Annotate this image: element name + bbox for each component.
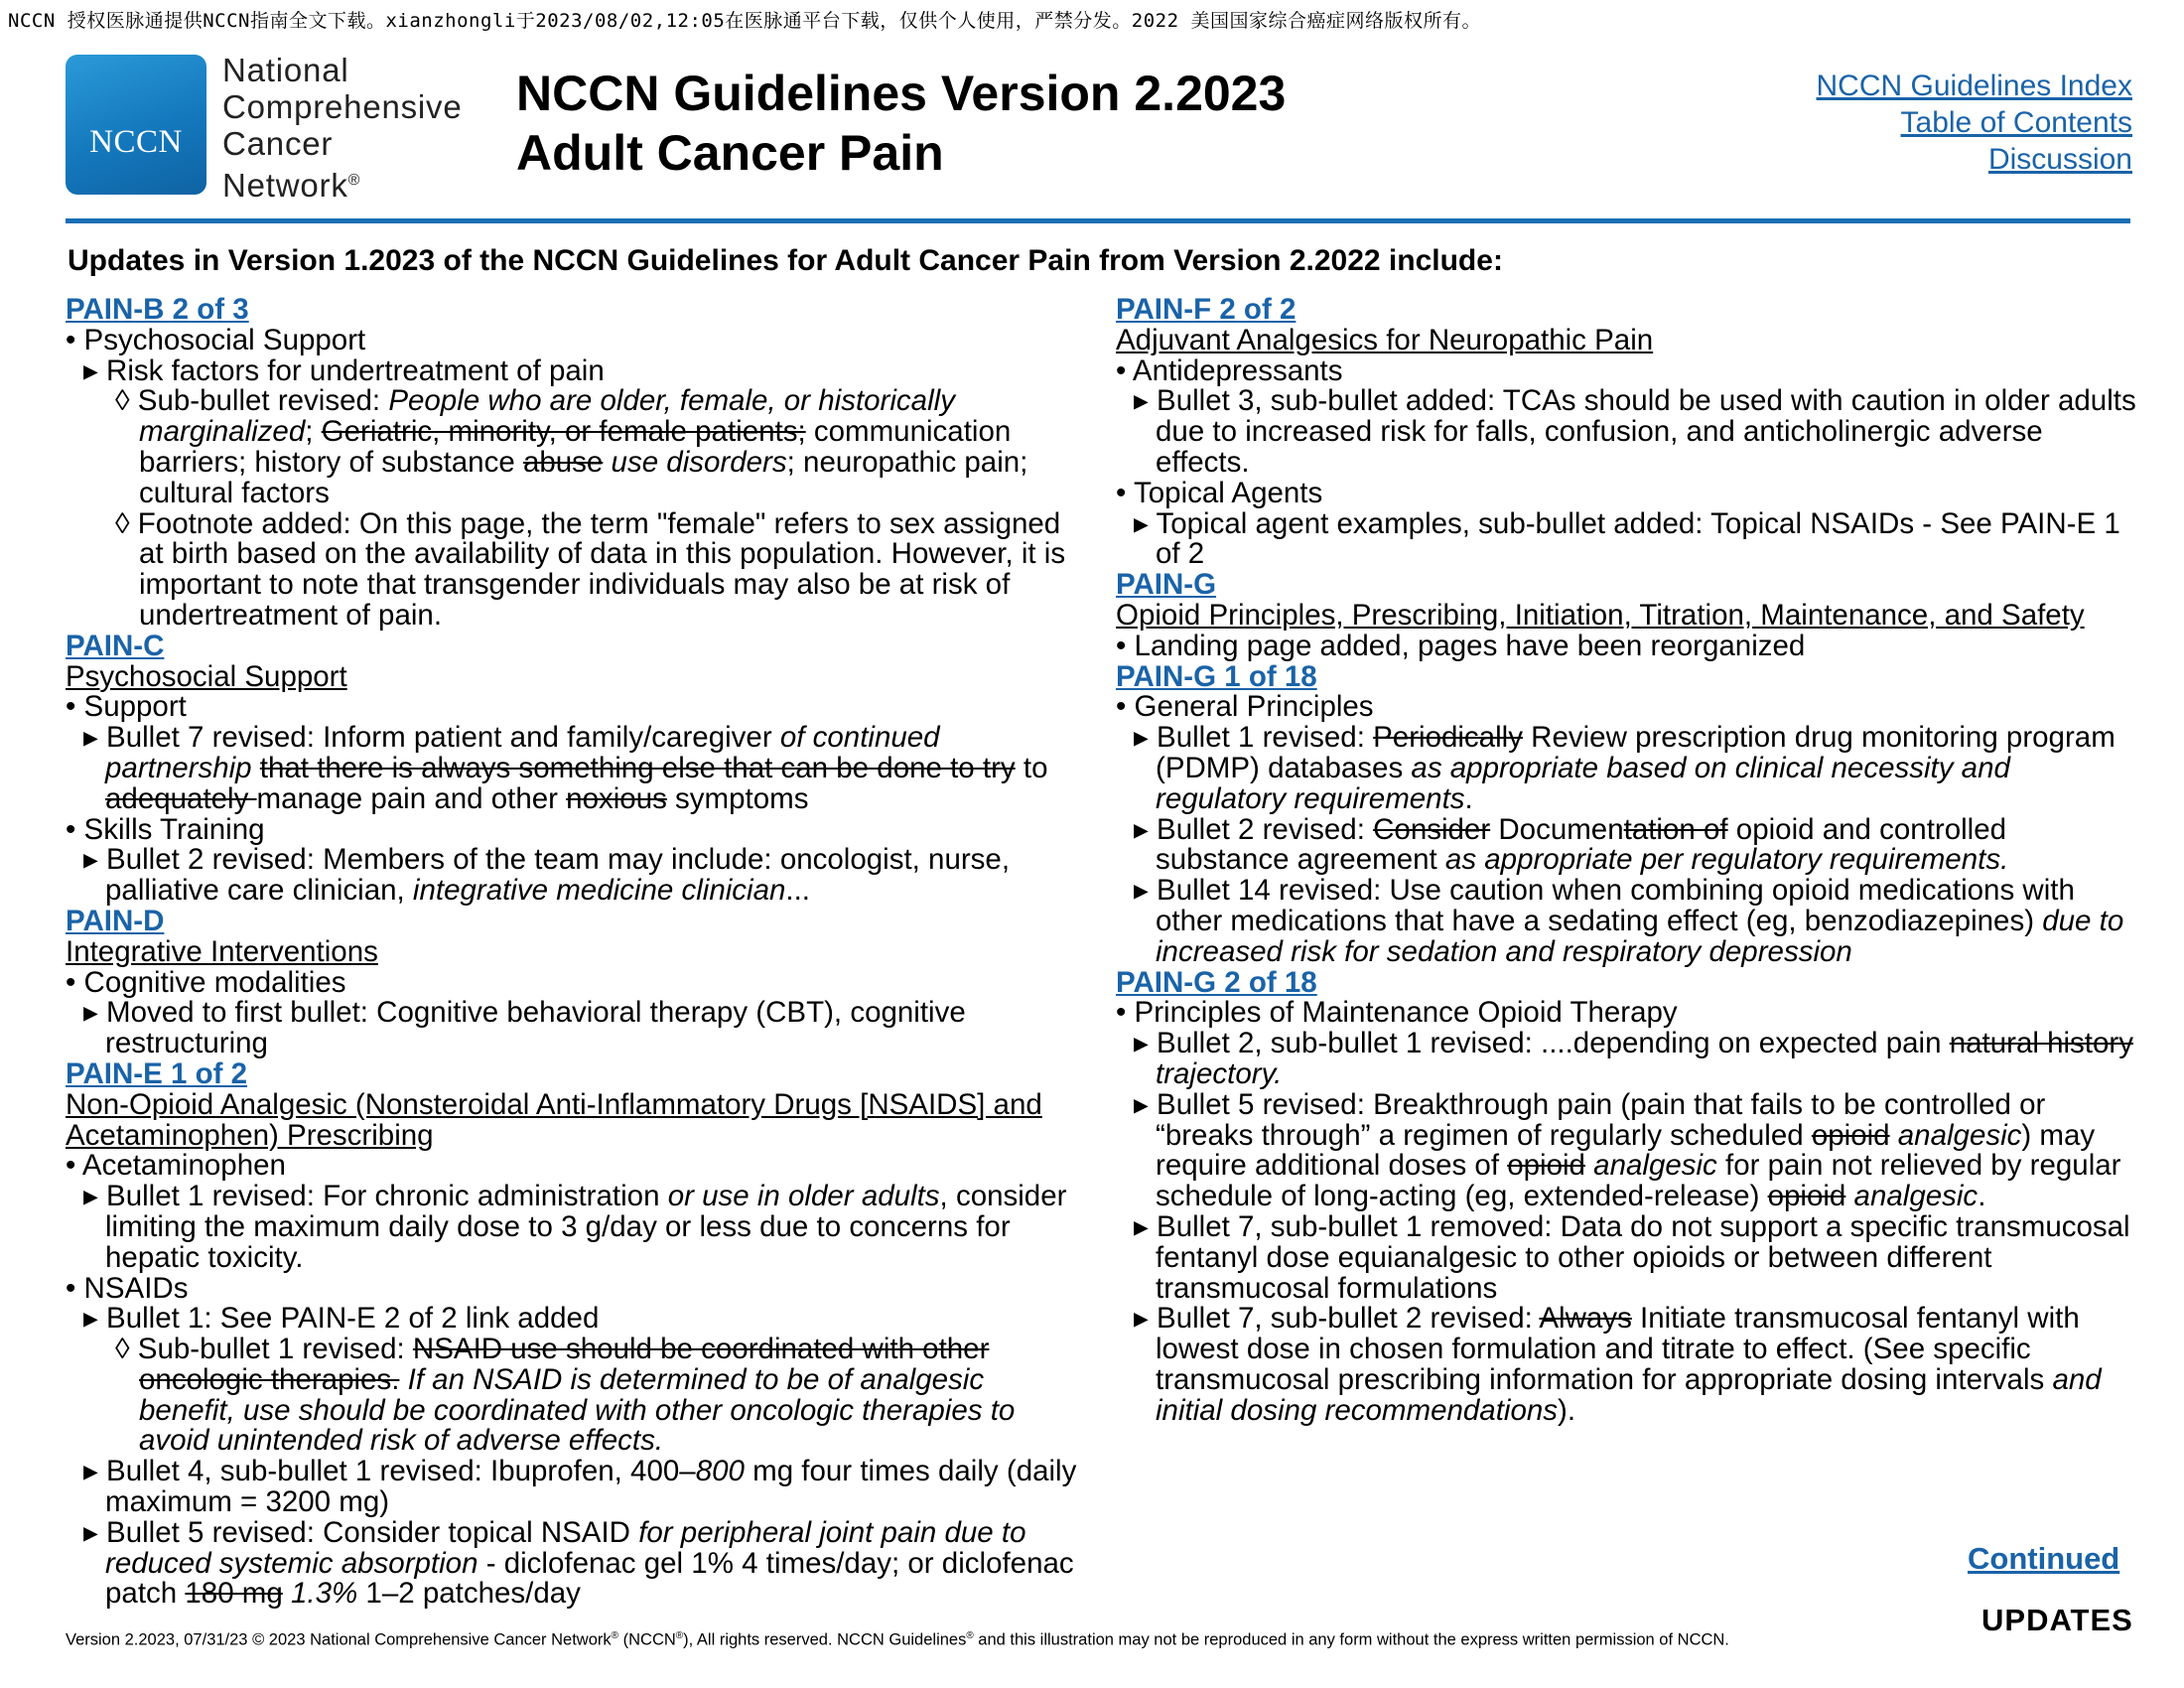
logo-reg-mark: ® (347, 172, 361, 189)
added-text: trajectory. (1156, 1056, 1283, 1090)
bullet-text: Psychosocial Support (83, 323, 366, 356)
added-text: analgesic (1845, 1180, 1979, 1213)
triangle-bullet-icon: ▸ (1134, 384, 1158, 418)
bullet-text: Sub-bullet 1 revised: (137, 1333, 413, 1366)
section-subtitle: Adjuvant Analgesics for Neuropathic Pain (1116, 323, 1654, 356)
bullet-text (252, 752, 260, 784)
bullet-text: Acetaminophen (81, 1149, 286, 1183)
added-text: analgesic (1889, 1118, 2022, 1152)
section-link-pain-d[interactable]: PAIN-D (66, 904, 165, 937)
added-text: due to increased risk for sedation and respiratory depression (1156, 904, 2124, 968)
triangle-bullet-icon: ▸ (83, 353, 107, 387)
bullet-text: mg four times daily (daily maximum = 3200 mg) (105, 1455, 1077, 1519)
deleted-text: opioid (1811, 1118, 1890, 1152)
title-line-1: NCCN Guidelines Version 2.2023 (516, 66, 1287, 121)
triangle-bullet-icon: ▸ (1134, 1302, 1158, 1336)
bullet-text: . (1464, 781, 1473, 815)
list-item (1116, 876, 2138, 967)
bullet-text: Bullet 14 revised: Use caution when combining opioid medications with other medications that have a sedating effect (eg, benzodiazepines) (1156, 874, 2075, 937)
bullet-text: Footnote added: On this page, the term "female" refers to sex assigned at birth based on the availability of data in this population. However, it is important to note that transgender individuals may also be at risk of undertreatment of pain. (137, 506, 1066, 632)
right-column (1116, 295, 2138, 1426)
bullet-text: Bullet 7 revised: Inform patient and family/caregiver (106, 721, 780, 755)
updates-heading: Updates in Version 1.2023 of the NCCN Guidelines for Adult Cancer Pain from Version 2.2022 include: (68, 244, 1503, 277)
triangle-bullet-icon: ▸ (83, 721, 107, 755)
section-link-pain-e[interactable]: PAIN-E 1 of 2 (66, 1056, 248, 1090)
list-item (1116, 1087, 2138, 1213)
bullet-text: Bullet 2 revised: (1157, 812, 1374, 846)
bullet-text: Bullet 2 revised: Members of the team may include: oncologist, nurse, palliative care clinician, (105, 843, 1011, 908)
bullet-text: Bullet 7, sub-bullet 1 removed: Data do not support a specific transmucosal fentanyl dose equianalgesic to other opioids or between different transmucosal formulations (1156, 1209, 2130, 1305)
footer-text: Version 2.2023, 07/31/23 © 2023 National Comprehensive Cancer Network (66, 1630, 612, 1649)
diamond-bullet-icon: ◊ (115, 384, 138, 418)
bullet-text: opioid and controlled substance agreement (1156, 812, 2007, 877)
deleted-text: opioid (1507, 1149, 1585, 1183)
section-link-pain-f[interactable]: PAIN-F 2 of 2 (1116, 293, 1297, 326)
added-text: 1.3% (282, 1577, 358, 1611)
bullet-text: , consider limiting the maximum daily dose to 3 g/day or less due to concerns for hepatic toxicity. (105, 1180, 1067, 1274)
list-item: • NSAIDs (66, 1271, 189, 1305)
logo-line-3: Cancer (222, 125, 334, 162)
added-text: of continued partnership (105, 721, 940, 784)
section-link-pain-g[interactable]: PAIN-G (1116, 568, 1217, 602)
added-text: analgesic (1584, 1149, 1717, 1183)
added-text: for peripheral joint pain due to reduced systemic absorption (105, 1515, 1026, 1580)
triangle-bullet-icon: ▸ (1134, 721, 1158, 755)
added-text: People who are older, female, or historically marginalized (139, 384, 955, 449)
bullet-text: Topical agent examples, sub-bullet added: Topical NSAIDs - See PAIN-E 1 of 2 (1156, 506, 2120, 571)
triangle-bullet-icon: ▸ (1134, 1087, 1158, 1121)
guidelines-index-link[interactable]: NCCN Guidelines Index (1816, 70, 2132, 102)
list-item (66, 506, 1078, 632)
list-item (66, 353, 1078, 387)
deleted-text: natural history (1949, 1027, 2133, 1060)
list-item: • Antidepressants (1116, 353, 1343, 387)
list-item: • Skills Training (66, 812, 265, 846)
bullet-text: Bullet 7, sub-bullet 2 revised: (1157, 1302, 1540, 1336)
copyright-footer (66, 1630, 1729, 1650)
bullet-text: Bullet 4, sub-bullet 1 revised: Ibuprofen, 400– (106, 1455, 696, 1488)
bullet-text: ; neuropathic pain; cultural factors (139, 445, 1028, 509)
bullet-text: Landing page added, pages have been reorganized (1134, 629, 1806, 662)
added-text: or use in older adults (667, 1180, 940, 1213)
deleted-text: NSAID use should be coordinated with other oncologic therapies. (139, 1333, 990, 1396)
deleted-text: Periodically (1373, 721, 1523, 755)
logo-line-4: Network (222, 167, 348, 204)
list-item (1116, 1209, 2138, 1305)
bullet-text: ) may require additional doses of (1156, 1118, 2096, 1183)
bullet-text: Review prescription drug monitoring program (PDMP) databases (1156, 721, 2116, 784)
list-item: • Topical Agents (1116, 476, 1323, 509)
deleted-text: that there is always something else that can be done to try (259, 751, 1016, 784)
list-item (66, 1457, 1078, 1518)
discussion-link[interactable]: Discussion (1987, 143, 2132, 176)
bullet-text: NSAIDs (83, 1271, 189, 1305)
section-subtitle: Psychosocial Support (66, 659, 347, 693)
bullet-text: manage pain and other (256, 781, 567, 815)
section-link-pain-g-1[interactable]: PAIN-G 1 of 18 (1116, 659, 1317, 693)
deleted-text: Always (1539, 1302, 1632, 1336)
deleted-text: 180 mg (185, 1577, 283, 1611)
list-item (66, 1335, 1078, 1457)
continued-link[interactable]: Continued (1968, 1541, 2120, 1576)
added-text: as appropriate based on clinical necessity and regulatory requirements (1156, 751, 2010, 815)
list-item (66, 998, 1078, 1059)
bullet-text: ). (1558, 1393, 1576, 1427)
deleted-text: Consider (1373, 812, 1491, 846)
bullet-text: communication barriers; history of substance (139, 415, 1012, 479)
deleted-text: abuse (522, 445, 604, 479)
section-link-pain-c[interactable]: PAIN-C (66, 629, 165, 662)
footer-text: and this illustration may not be reproduced in any form without the express written permission of NCCN. (973, 1630, 1729, 1649)
added-text: 800 (695, 1455, 745, 1488)
title-line-2: Adult Cancer Pain (516, 125, 944, 181)
footer-reg-mark: ® (675, 1630, 684, 1641)
triangle-bullet-icon: ▸ (1134, 812, 1158, 846)
page-title (516, 64, 1286, 183)
list-item (66, 1182, 1078, 1273)
list-item: • Principles of Maintenance Opioid Therapy (1116, 996, 1678, 1030)
list-item: • Psychosocial Support (66, 323, 366, 356)
bullet-text: Sub-bullet revised: (137, 384, 389, 418)
bullet-text: ... (785, 874, 810, 908)
bullet-text: General Principles (1134, 690, 1374, 724)
added-text: as appropriate per regulatory requirements. (1444, 843, 2009, 877)
footer-text: ), All rights reserved. NCCN Guidelines (683, 1630, 967, 1649)
bullet-text: Bullet 1: See PAIN-E 2 of 2 link added (106, 1302, 600, 1336)
deleted-text: noxious (566, 781, 667, 815)
footer-text: (NCCN (618, 1630, 676, 1649)
list-item: • General Principles (1116, 690, 1374, 724)
bullet-text: Topical Agents (1134, 476, 1323, 509)
list-item (66, 1304, 1078, 1335)
logo-line-1: National (222, 52, 349, 88)
bullet-text: symptoms (666, 781, 809, 815)
bullet-text: Principles of Maintenance Opioid Therapy (1134, 996, 1678, 1030)
triangle-bullet-icon: ▸ (83, 1455, 107, 1488)
bullet-text: ; (305, 415, 322, 449)
triangle-bullet-icon: ▸ (83, 1515, 107, 1549)
list-item: • Cognitive modalities (66, 965, 346, 999)
bullet-text: Moved to first bullet: Cognitive behavioral therapy (CBT), cognitive restructuring (105, 996, 966, 1060)
bullet-text: . (1978, 1180, 1986, 1213)
logo-wordmark (222, 52, 463, 204)
triangle-bullet-icon: ▸ (83, 843, 107, 877)
triangle-bullet-icon: ▸ (1134, 874, 1158, 908)
list-item (66, 845, 1078, 907)
bullet-text: Skills Training (83, 812, 265, 846)
bullet-text: - diclofenac gel 1% 4 times/day; or diclofenac patch (105, 1546, 1074, 1611)
list-item (1116, 812, 2138, 877)
watermark: NCCN 授权医脉通提供NCCN指南全文下载。xianzhongli于2023/08/02,12:05在医脉通平台下载，仅供个人使用，严禁分发。2022 美国国家综合癌症网络版权所有。 (8, 10, 1482, 32)
footer-reg-mark: ® (966, 1630, 974, 1641)
triangle-bullet-icon: ▸ (83, 1302, 107, 1336)
nccn-logo (66, 55, 206, 195)
section-subtitle: Integrative Interventions (66, 934, 378, 968)
bullet-text: for pain not relieved by regular schedule of long-acting (eg, extended-release) (1156, 1149, 2121, 1213)
triangle-bullet-icon: ▸ (83, 1180, 107, 1213)
deleted-text: Geriatric, minority, or female patients; (321, 415, 806, 449)
list-item: • Acetaminophen (66, 1149, 286, 1183)
list-item: • Support (66, 690, 187, 724)
added-text: If an NSAID is determined to be of analgesic benefit, use should be coordinated with other oncologic therapies to avoid unintended risk of adverse effects. (139, 1362, 1016, 1458)
list-item (66, 386, 1078, 508)
list-item (1116, 386, 2138, 478)
list-item (66, 723, 1078, 814)
bullet-text: Bullet 5 revised: Consider topical NSAID (106, 1515, 639, 1549)
bullet-text: Antidepressants (1132, 353, 1343, 387)
deleted-text: opioid (1767, 1180, 1846, 1213)
deleted-text: adequately (105, 781, 257, 815)
added-text: use disorders (603, 445, 787, 479)
list-item (1116, 1029, 2138, 1090)
logo-abbr: NCCN (89, 124, 183, 160)
bullet-text: 1–2 patches/day (357, 1577, 581, 1611)
triangle-bullet-icon: ▸ (1134, 1209, 1158, 1243)
header-divider (66, 218, 2130, 223)
list-item (1116, 506, 2138, 571)
added-text: and initial dosing recommendations (1156, 1362, 2102, 1427)
bullet-text: Bullet 1 revised: For chronic administration (106, 1180, 668, 1213)
bullet-text: to (1015, 751, 1048, 784)
bullet-text: Documen (1490, 812, 1624, 846)
logo-line-2: Comprehensive (222, 88, 463, 125)
list-item (1116, 723, 2138, 814)
bullet-text: Cognitive modalities (83, 965, 346, 999)
triangle-bullet-icon: ▸ (83, 996, 107, 1030)
list-item: • Landing page added, pages have been reorganized (1116, 629, 1806, 662)
list-item (66, 1515, 1078, 1611)
left-column (66, 295, 1078, 1610)
section-link-pain-g-2[interactable]: PAIN-G 2 of 18 (1116, 965, 1317, 999)
triangle-bullet-icon: ▸ (1134, 1027, 1158, 1060)
bullet-text: Bullet 5 revised: Breakthrough pain (pain that fails to be controlled or “breaks through” a regimen of regularly scheduled (1156, 1087, 2046, 1152)
added-text: integrative medicine clinician (412, 874, 786, 908)
bullet-text: Bullet 1 revised: (1157, 721, 1374, 755)
list-item (1116, 1304, 2138, 1426)
bullet-text: Bullet 2, sub-bullet 1 revised: ....depending on expected pain (1157, 1027, 1950, 1060)
section-subtitle: Non-Opioid Analgesic (Nonsteroidal Anti-Inflammatory Drugs [NSAIDS] and Acetaminophen) Prescribing (66, 1087, 1042, 1152)
footer-reg-mark: ® (611, 1630, 619, 1641)
updates-label: UPDATES (1981, 1603, 2133, 1637)
bullet-text: Bullet 3, sub-bullet added: TCAs should be used with caution in older adults due to increased risk for falls, confusion, and anticholinergic adverse effects. (1156, 384, 2136, 479)
bullet-text: Support (83, 690, 187, 724)
top-nav-links (1817, 68, 2132, 178)
bullet-text: Risk factors for undertreatment of pain (106, 353, 605, 387)
diamond-bullet-icon: ◊ (115, 506, 138, 540)
triangle-bullet-icon: ▸ (1134, 506, 1157, 540)
section-subtitle: Opioid Principles, Prescribing, Initiation, Titration, Maintenance, and Safety (1116, 598, 2085, 632)
section-link-pain-b[interactable]: PAIN-B 2 of 3 (66, 293, 249, 326)
deleted-text: tation of (1623, 812, 1728, 846)
table-of-contents-link[interactable]: Table of Contents (1900, 106, 2132, 139)
bullet-text: Initiate transmucosal fentanyl with lowest dose in chosen formulation and titrate to effect. (See specific transmucosal prescribing information for appropriate dosing intervals (1156, 1302, 2080, 1396)
diamond-bullet-icon: ◊ (115, 1333, 138, 1366)
